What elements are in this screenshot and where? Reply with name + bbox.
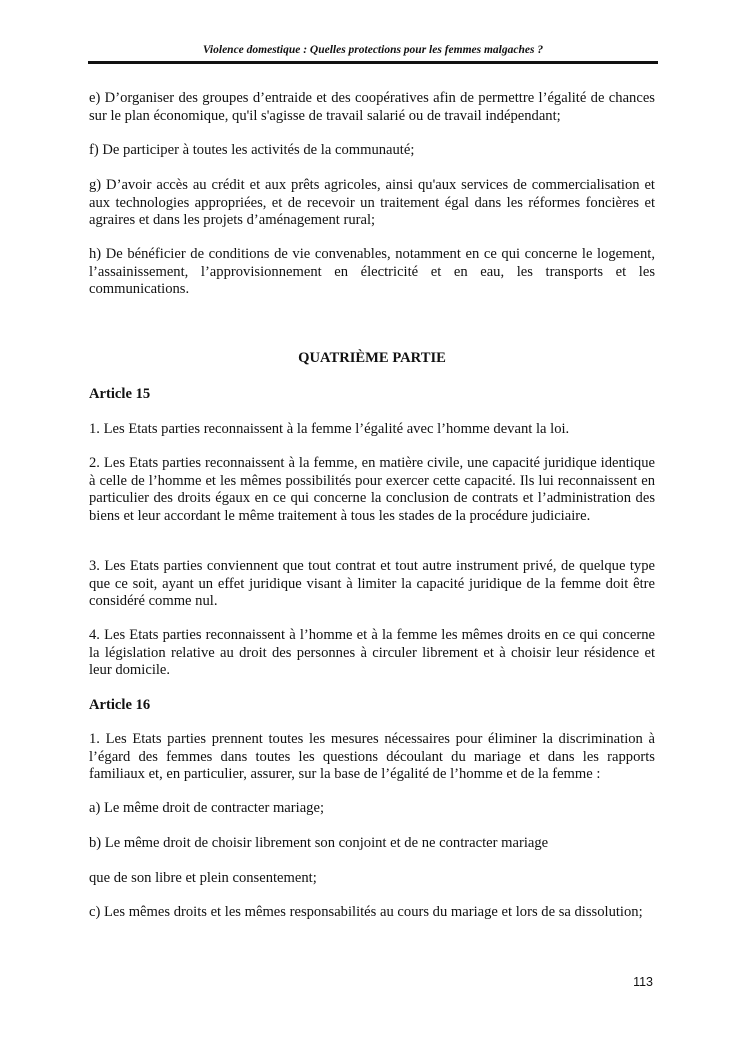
paragraph-h: h) De bénéficier de conditions de vie convenables, notamment en ce qui concerne le logement, l’assainissement, l’approvisionnement en électricité et en eau, les transports et les communications. [89,246,655,298]
article-16-item-c: c) Les mêmes droits et les mêmes responsabilités au cours du mariage et lors de sa dissolution; [89,904,643,920]
page-number: 113 [633,975,653,989]
article-16-item-a: a) Le même droit de contracter mariage; [89,800,324,816]
article-15-paragraph-2: 2. Les Etats parties reconnaissent à la femme, en matière civile, une capacité juridique identique à celle de l’homme et les mêmes possibilités pour exercer cette capacité. Ils lui reconnaissent en particulier des droits égaux en ce qui concerne la conclusion de contrats et l’administration des biens et leur accordant le même traitement à tous les stades de la procédure judiciaire. [89,455,655,524]
article-15-paragraph-3: 3. Les Etats parties conviennent que tout contrat et tout autre instrument privé, de quelque type que ce soit, ayant un effet juridique visant à limiter la capacité juridique de la femme doit être considéré comme nul. [89,558,655,610]
article-15-paragraph-4: 4. Les Etats parties reconnaissent à l’homme et à la femme les mêmes droits en ce qui concerne la législation relative au droit des personnes à circuler librement et à choisir leur résidence et leur domicile. [89,627,655,679]
article-16-item-b-continued: que de son libre et plein consentement; [89,870,317,886]
running-header: Violence domestique : Quelles protections pour les femmes malgaches ? [202,44,544,56]
part-title: QUATRIÈME PARTIE [298,350,446,366]
paragraph-e: e) D’organiser des groupes d’entraide et des coopératives afin de permettre l’égalité de chances sur le plan économique, qu'il s'agisse de travail salarié ou de travail indépendant; [89,90,655,124]
article-15-title: Article 15 [89,386,151,402]
header-rule [88,61,658,64]
article-15-paragraph-1: 1. Les Etats parties reconnaissent à la femme l’égalité avec l’homme devant la loi. [89,421,570,437]
article-16-item-b: b) Le même droit de choisir librement son conjoint et de ne contracter mariage [89,835,549,851]
paragraph-f: f) De participer à toutes les activités de la communauté; [89,142,415,158]
article-16-paragraph-1: 1. Les Etats parties prennent toutes les mesures nécessaires pour éliminer la discrimination à l’égard des femmes dans toutes les questions découlant du mariage et dans les rapports familiaux et, en particulier, assurer, sur la base de l’égalité de l’homme et de la femme : [89,731,655,783]
article-16-title: Article 16 [89,697,151,713]
paragraph-g: g) D’avoir accès au crédit et aux prêts agricoles, ainsi qu'aux services de commercialisation et aux technologies appropriées, et de recevoir un traitement égal dans les réformes foncières et agraires et dans les projets d’aménagement rural; [89,177,655,229]
